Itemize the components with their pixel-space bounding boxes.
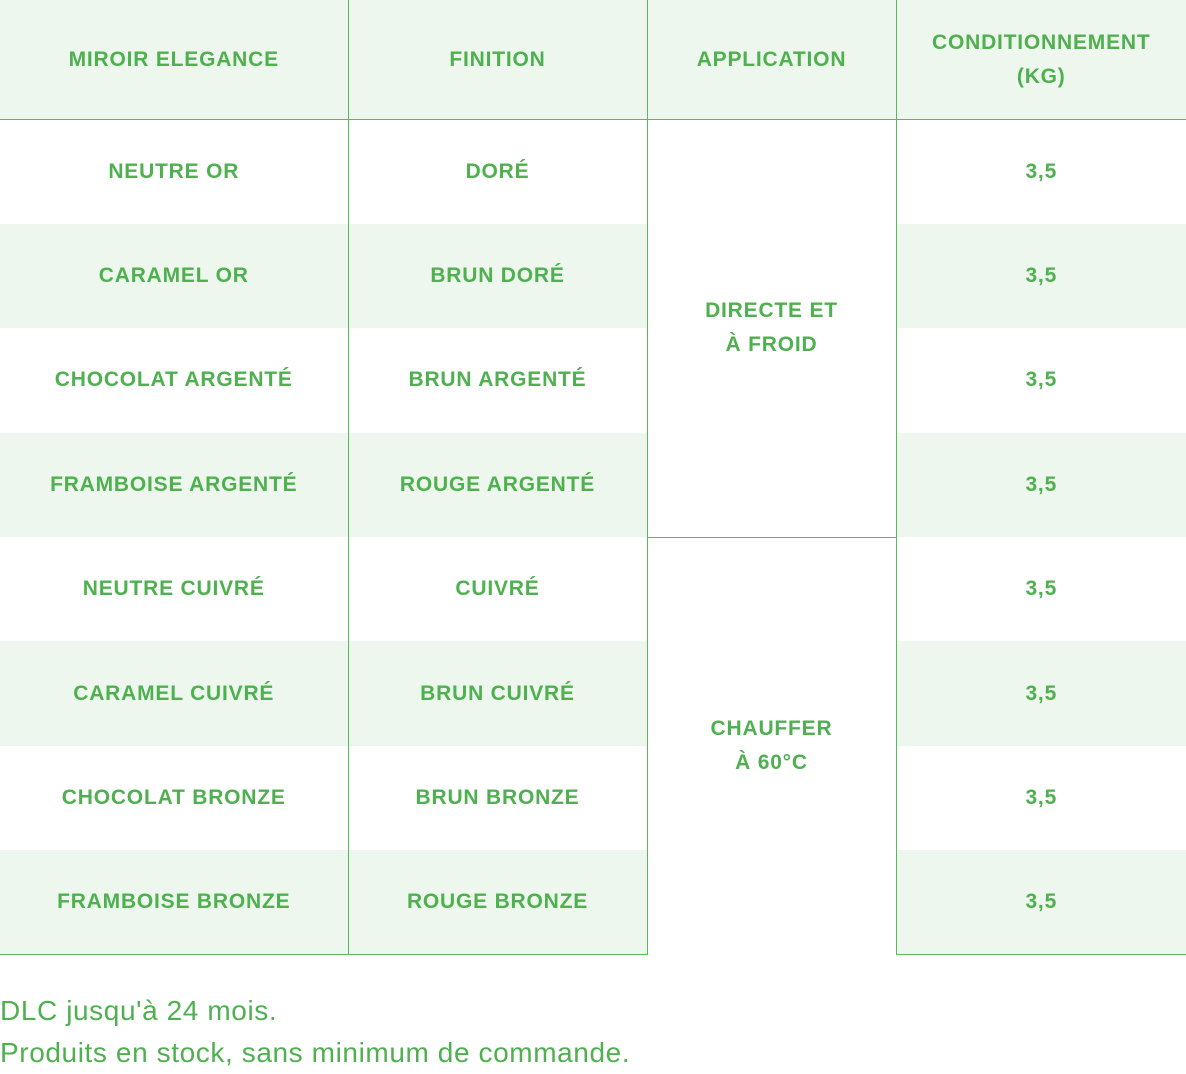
table-header-row (0, 0, 1186, 120)
application-line: À FROID (725, 333, 818, 357)
product-kg: 3,5 (1025, 786, 1058, 810)
product-kg: 3,5 (896, 224, 1186, 328)
table-row (0, 537, 1186, 641)
table-row (0, 224, 1186, 328)
product-kg: 3,5 (896, 433, 1186, 537)
header-miroir-elegance: MIROIR ELEGANCE (0, 0, 348, 120)
note-stock: Produits en stock, sans minimum de commande. (0, 1037, 631, 1068)
header-finition: FINITION (348, 0, 647, 120)
product-finition: BRUN BRONZE (348, 746, 647, 850)
product-name: CHOCOLAT ARGENTÉ (54, 368, 293, 392)
table-row (0, 120, 1186, 224)
product-kg: 3,5 (896, 641, 1186, 745)
table-row (0, 746, 1186, 850)
product-kg: 3,5 (1025, 368, 1058, 392)
note-dlc: DLC jusqu'à 24 mois. (0, 995, 278, 1026)
product-finition: BRUN ARGENTÉ (348, 328, 647, 432)
product-finition: BRUN CUIVRÉ (348, 641, 647, 745)
product-kg: 3,5 (1025, 159, 1058, 183)
product-name: CARAMEL CUIVRÉ (0, 641, 348, 745)
table-row (0, 641, 1186, 745)
application-line: À 60°C (735, 751, 808, 775)
application-line: CHAUFFER (710, 717, 833, 741)
product-kg: 3,5 (1025, 577, 1058, 601)
table-row (0, 850, 1186, 954)
product-name: FRAMBOISE ARGENTÉ (0, 433, 348, 537)
header-conditionnement (896, 0, 1186, 120)
application-cell (647, 120, 896, 538)
product-name: NEUTRE OR (108, 159, 240, 183)
footnotes (0, 990, 630, 1074)
product-kg: 3,5 (896, 850, 1186, 954)
product-name: CHOCOLAT BRONZE (61, 786, 286, 810)
table-row (0, 433, 1186, 537)
product-name: CARAMEL OR (0, 224, 348, 328)
header-conditionnement-label: CONDITIONNEMENT (KG) (932, 30, 1151, 88)
product-finition: BRUN DORÉ (348, 224, 647, 328)
header-application: APPLICATION (647, 0, 896, 120)
product-name: NEUTRE CUIVRÉ (82, 577, 265, 601)
product-name: FRAMBOISE BRONZE (0, 850, 348, 954)
application-cell (647, 537, 896, 955)
product-finition: ROUGE ARGENTÉ (348, 433, 647, 537)
product-finition: CUIVRÉ (348, 537, 647, 641)
application-line: DIRECTE ET (705, 299, 838, 323)
product-finition: ROUGE BRONZE (348, 850, 647, 954)
table-row (0, 328, 1186, 432)
product-finition: DORÉ (348, 120, 647, 224)
